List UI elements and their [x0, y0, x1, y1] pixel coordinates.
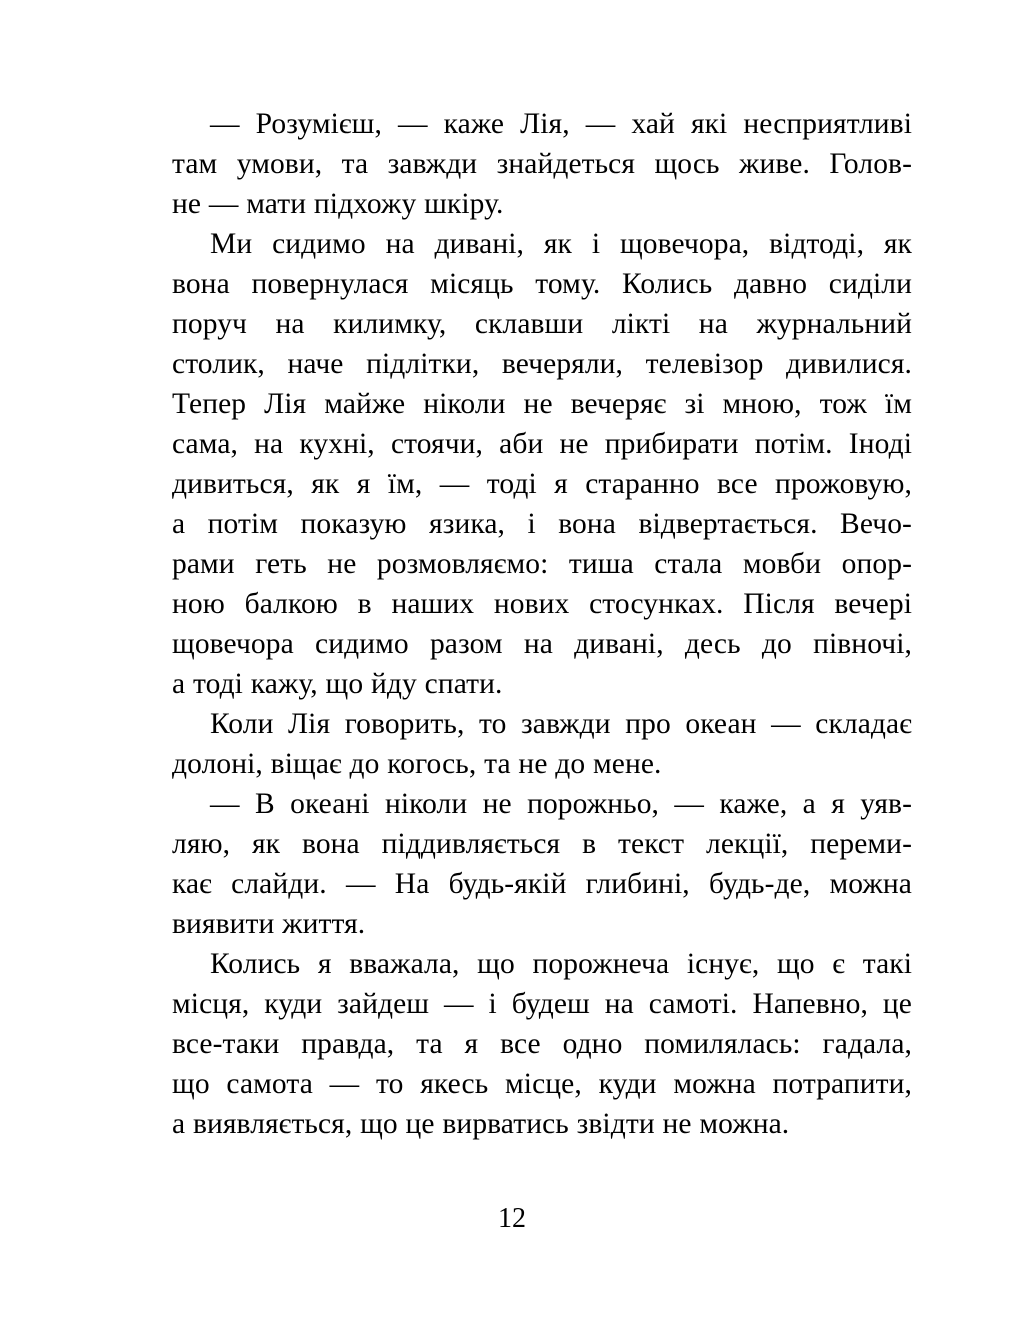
- text-line: а виявляється, що це вирватись звідти не можна.: [172, 1108, 790, 1140]
- text-line: щовечора сидимо разом на дивані, десь до півночі,: [172, 628, 912, 660]
- text-line: — Розумієш, — каже Лія, — хай які несприятливі: [210, 108, 912, 140]
- paragraph: [172, 944, 912, 1144]
- text-line: все-таки правда, та я все одно помилялась: гадала,: [172, 1028, 912, 1060]
- text-line: там умови, та завжди знайдеться щось живе. Голов-: [172, 148, 912, 180]
- text-line: сама, на кухні, стоячи, аби не прибирати потім. Іноді: [172, 428, 912, 460]
- text-line: Тепер Лія майже ніколи не вечеряє зі мною, тож їм: [172, 388, 912, 420]
- text-line: вона повернулася місяць тому. Колись давно сиділи: [172, 268, 912, 300]
- text-line: виявити життя.: [172, 908, 366, 940]
- text-line: Ми сидимо на дивані, як і щовечора, відтоді, як: [210, 228, 912, 260]
- text-line: місця, куди зайдеш — і будеш на самоті. Напевно, це: [172, 988, 912, 1020]
- text-line: столик, наче підлітки, вечеряли, телевізор дивилися.: [172, 348, 912, 380]
- text-line: а тоді кажу, що йду спати.: [172, 668, 503, 700]
- text-line: поруч на килимку, склавши лікті на журнальний: [172, 308, 912, 340]
- text-line: дивиться, як я їм, — тоді я старанно все прожовую,: [172, 468, 912, 500]
- text-line: Коли Лія говорить, то завжди про океан — складає: [210, 708, 912, 740]
- paragraph: [172, 104, 912, 224]
- text-line: кає слайди. — На будь-якій глибині, будь-де, можна: [172, 868, 912, 900]
- text-line: ляю, як вона піддивляється в текст лекції, переми-: [172, 828, 912, 860]
- paragraph: [172, 784, 912, 944]
- text-line: долоні, віщає до когось, та не до мене.: [172, 748, 662, 780]
- page-text-block: [172, 104, 912, 1144]
- text-line: Колись я вважала, що порожнеча існує, що є такі: [210, 948, 912, 980]
- paragraph: [172, 704, 912, 784]
- paragraph: [172, 224, 912, 704]
- text-line: ною балкою в наших нових стосунках. Після вечері: [172, 588, 912, 620]
- text-line: рами геть не розмовляємо: тиша стала мовби опор-: [172, 548, 912, 580]
- text-line: а потім показую язика, і вона відвертається. Вечо-: [172, 508, 912, 540]
- page-number: 12: [498, 1203, 526, 1234]
- text-line: не — мати підхожу шкіру.: [172, 188, 504, 220]
- text-line: — В океані ніколи не порожньо, — каже, а я уяв-: [210, 788, 912, 820]
- text-line: що самота — то якесь місце, куди можна потрапити,: [172, 1068, 912, 1100]
